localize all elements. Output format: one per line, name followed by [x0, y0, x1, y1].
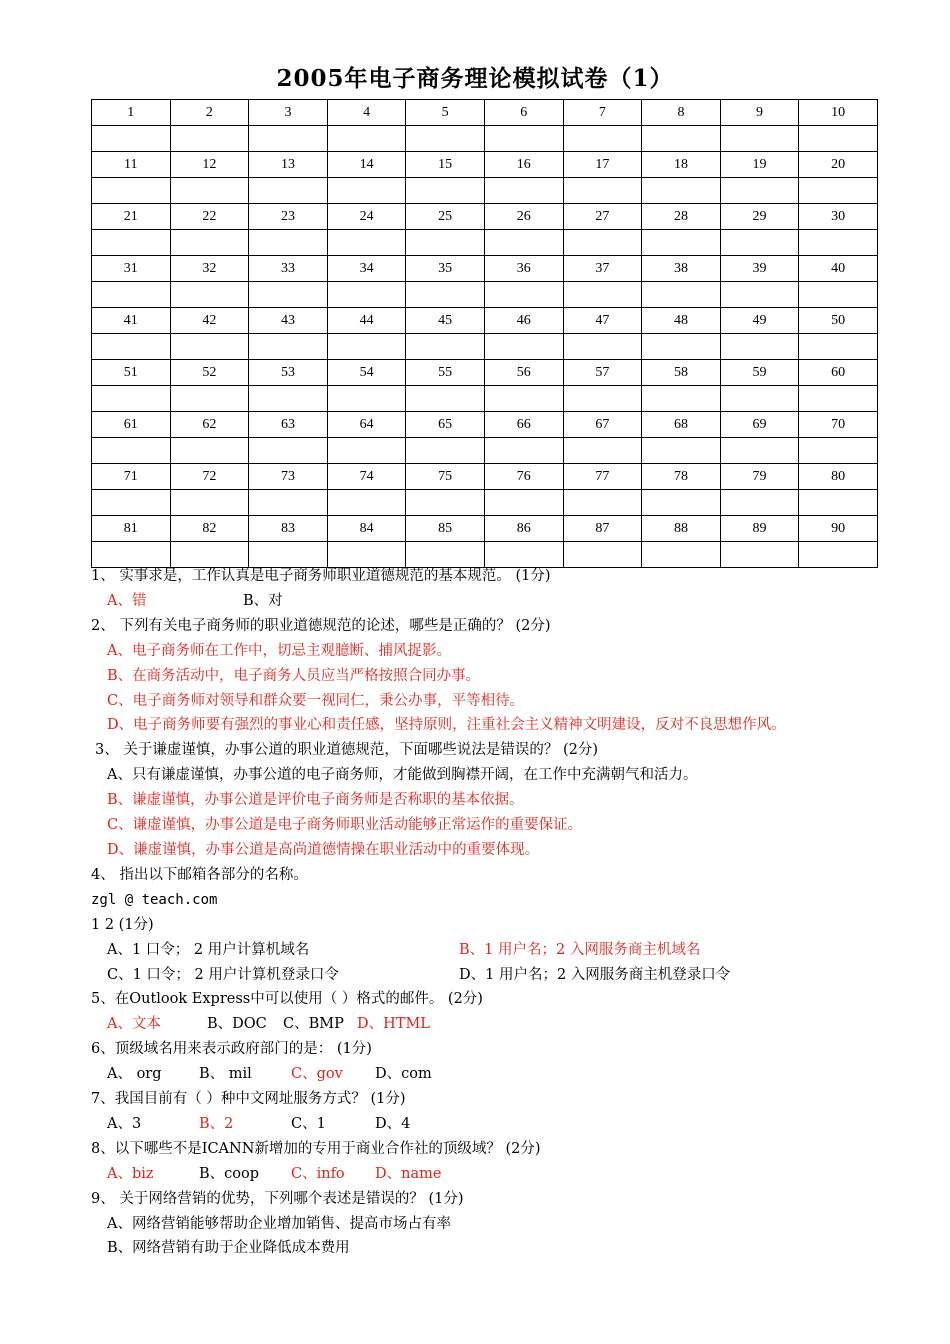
option-d[interactable]: D、谦虚谨慎，办事公道是高尚道德情操在职业活动中的重要体现。	[107, 841, 540, 858]
grid-number-row	[92, 100, 878, 126]
option-c[interactable]: C、电子商务师对领导和群众要一视同仁，秉公办事，平等相待。	[107, 692, 525, 709]
question-2: 2、 下列有关电子商务师的职业道德规范的论述，哪些是正确的？ (2分)	[91, 617, 551, 634]
option-b[interactable]: B、在商务活动中，电子商务人员应当严格按照合同办事。	[107, 667, 481, 684]
answer-cell[interactable]	[170, 178, 249, 204]
answer-cell[interactable]	[642, 490, 721, 516]
question-number-cell: 88	[642, 516, 721, 542]
question-number-cell: 60	[799, 360, 878, 386]
question-number-cell: 36	[484, 256, 563, 282]
answer-cell[interactable]	[563, 178, 642, 204]
question-1-options	[91, 589, 866, 614]
question-number-cell: 85	[406, 516, 485, 542]
answer-cell[interactable]	[92, 438, 171, 464]
grid-number-row	[92, 464, 878, 490]
question-number-cell: 10	[799, 100, 878, 126]
answer-cell[interactable]	[720, 178, 799, 204]
question-number-cell: 54	[327, 360, 406, 386]
question-4-options-row1	[91, 938, 866, 963]
answer-cell[interactable]	[720, 438, 799, 464]
option-d[interactable]: D、HTML	[357, 1016, 430, 1033]
answer-cell[interactable]	[720, 490, 799, 516]
answer-cell[interactable]	[642, 230, 721, 256]
answer-cell[interactable]	[249, 386, 328, 412]
answer-cell[interactable]	[249, 178, 328, 204]
answer-cell[interactable]	[327, 386, 406, 412]
question-number-cell: 53	[249, 360, 328, 386]
option-b[interactable]: B、 mil	[199, 1066, 252, 1083]
answer-cell[interactable]	[484, 178, 563, 204]
answer-cell[interactable]	[406, 230, 485, 256]
question-number-cell: 45	[406, 308, 485, 334]
question-number-cell: 44	[327, 308, 406, 334]
option-d[interactable]: D、name	[375, 1165, 442, 1182]
answer-cell[interactable]	[249, 334, 328, 360]
grid-answer-row	[92, 282, 878, 308]
answer-cell[interactable]	[720, 126, 799, 152]
question-number-cell: 63	[249, 412, 328, 438]
grid-answer-row	[92, 386, 878, 412]
question-number-cell: 29	[720, 204, 799, 230]
question-number-cell: 11	[92, 152, 171, 178]
question-number-cell: 5	[406, 100, 485, 126]
question-number-cell: 40	[799, 256, 878, 282]
question-number-cell: 78	[642, 464, 721, 490]
answer-cell[interactable]	[799, 438, 878, 464]
question-number-cell: 4	[327, 100, 406, 126]
answer-cell[interactable]	[406, 126, 485, 152]
question-number-cell: 66	[484, 412, 563, 438]
question-4-options-row2	[91, 963, 866, 988]
question-number-cell: 37	[563, 256, 642, 282]
answer-cell[interactable]	[327, 230, 406, 256]
option-d[interactable]: D、1 用户名；2 入网服务商主机登录口令	[459, 966, 731, 983]
option-c[interactable]: C、1 口令； 2 用户计算机登录口令	[107, 966, 339, 983]
question-number-cell: 22	[170, 204, 249, 230]
answer-cell[interactable]	[170, 490, 249, 516]
question-number-cell: 27	[563, 204, 642, 230]
answer-cell[interactable]	[484, 438, 563, 464]
question-number-cell: 64	[327, 412, 406, 438]
option-b[interactable]: B、1 用户名；2 入网服务商主机域名	[459, 941, 701, 958]
answer-cell[interactable]	[799, 178, 878, 204]
question-number-cell: 80	[799, 464, 878, 490]
question-number-cell: 56	[484, 360, 563, 386]
question-number-cell: 81	[92, 516, 171, 542]
question-number-cell: 28	[642, 204, 721, 230]
grid-number-row	[92, 204, 878, 230]
question-number-cell: 86	[484, 516, 563, 542]
question-number-cell: 55	[406, 360, 485, 386]
answer-cell[interactable]	[406, 282, 485, 308]
answer-cell[interactable]	[799, 230, 878, 256]
question-number-cell: 57	[563, 360, 642, 386]
question-7: 7、我国目前有（ ）种中文网址服务方式？ (1分)	[91, 1091, 406, 1108]
option-a[interactable]: A、文本	[107, 1016, 161, 1033]
answer-cell[interactable]	[799, 126, 878, 152]
question-number-cell: 18	[642, 152, 721, 178]
question-4: 4、 指出以下邮箱各部分的名称。	[91, 866, 308, 883]
option-d[interactable]: D、4	[375, 1115, 411, 1132]
answer-cell[interactable]	[170, 230, 249, 256]
question-number-cell: 14	[327, 152, 406, 178]
grid-number-row	[92, 360, 878, 386]
answer-cell[interactable]	[92, 334, 171, 360]
answer-cell[interactable]	[720, 386, 799, 412]
answer-cell[interactable]	[563, 230, 642, 256]
question-number-cell: 51	[92, 360, 171, 386]
question-number-cell: 43	[249, 308, 328, 334]
question-number-cell: 69	[720, 412, 799, 438]
answer-cell[interactable]	[327, 178, 406, 204]
question-number-cell: 21	[92, 204, 171, 230]
question-number-cell: 31	[92, 256, 171, 282]
answer-cell[interactable]	[720, 334, 799, 360]
question-number-cell: 1	[92, 100, 171, 126]
answer-cell[interactable]	[170, 438, 249, 464]
answer-cell[interactable]	[720, 282, 799, 308]
option-b[interactable]: B、谦虚谨慎，办事公道是评价电子商务师是否称职的基本依据。	[107, 792, 524, 809]
option-b[interactable]: B、DOC	[207, 1016, 267, 1033]
answer-cell[interactable]	[484, 386, 563, 412]
option-a[interactable]: A、错	[107, 592, 147, 609]
question-8: 8、以下哪些不是ICANN新增加的专用于商业合作社的顶级域？ (2分)	[91, 1140, 541, 1157]
question-number-cell: 33	[249, 256, 328, 282]
question-number-cell: 19	[720, 152, 799, 178]
question-number-cell: 2	[170, 100, 249, 126]
answer-cell[interactable]	[92, 126, 171, 152]
option-a[interactable]: A、biz	[107, 1165, 154, 1182]
answer-cell[interactable]	[484, 126, 563, 152]
question-number-cell: 73	[249, 464, 328, 490]
question-number-cell: 25	[406, 204, 485, 230]
answer-cell[interactable]	[563, 126, 642, 152]
question-number-cell: 24	[327, 204, 406, 230]
question-number-cell: 87	[563, 516, 642, 542]
answer-cell[interactable]	[249, 490, 328, 516]
question-number-cell: 15	[406, 152, 485, 178]
answer-cell[interactable]	[406, 386, 485, 412]
question-number-cell: 70	[799, 412, 878, 438]
grid-number-row	[92, 516, 878, 542]
question-number-cell: 47	[563, 308, 642, 334]
answer-cell[interactable]	[92, 230, 171, 256]
answer-cell[interactable]	[799, 490, 878, 516]
answer-cell[interactable]	[484, 230, 563, 256]
answer-cell[interactable]	[170, 334, 249, 360]
option-c[interactable]: C、info	[291, 1165, 345, 1182]
grid-answer-row	[92, 178, 878, 204]
question-number-cell: 61	[92, 412, 171, 438]
question-9: 9、 关于网络营销的优势，下列哪个表述是错误的？ (1分)	[91, 1190, 464, 1207]
question-number-cell: 48	[642, 308, 721, 334]
question-number-cell: 38	[642, 256, 721, 282]
option-d[interactable]: D、电子商务师要有强烈的事业心和责任感，坚持原则，注重社会主义精神文明建设，反对不良思想作风。	[107, 717, 786, 734]
question-number-cell: 16	[484, 152, 563, 178]
answer-cell[interactable]	[799, 282, 878, 308]
answer-cell[interactable]	[249, 282, 328, 308]
answer-cell[interactable]	[563, 438, 642, 464]
question-5: 5、在Outlook Express中可以使用（ ）格式的邮件。 (2分)	[91, 991, 483, 1008]
answer-cell[interactable]	[92, 386, 171, 412]
question-number-cell: 89	[720, 516, 799, 542]
option-b[interactable]: B、对	[243, 592, 283, 609]
answer-cell[interactable]	[642, 282, 721, 308]
option-a[interactable]: A、网络营销能够帮助企业增加销售、提高市场占有率	[107, 1215, 451, 1232]
option-c[interactable]: C、1	[291, 1115, 326, 1132]
question-number-cell: 8	[642, 100, 721, 126]
question-8-options	[91, 1162, 866, 1187]
grid-answer-row	[92, 126, 878, 152]
answer-cell[interactable]	[92, 178, 171, 204]
answer-grid	[91, 99, 878, 568]
answer-cell[interactable]	[563, 490, 642, 516]
question-number-cell: 62	[170, 412, 249, 438]
question-number-cell: 50	[799, 308, 878, 334]
answer-cell[interactable]	[249, 438, 328, 464]
answer-cell[interactable]	[327, 126, 406, 152]
grid-answer-row	[92, 490, 878, 516]
answer-cell[interactable]	[642, 334, 721, 360]
answer-cell[interactable]	[249, 230, 328, 256]
answer-cell[interactable]	[327, 282, 406, 308]
question-number-cell: 30	[799, 204, 878, 230]
question-number-cell: 68	[642, 412, 721, 438]
answer-cell[interactable]	[92, 490, 171, 516]
answer-cell[interactable]	[327, 334, 406, 360]
question-number-cell: 59	[720, 360, 799, 386]
answer-cell[interactable]	[406, 438, 485, 464]
question-number-cell: 3	[249, 100, 328, 126]
option-b[interactable]: B、coop	[199, 1165, 260, 1182]
question-number-cell: 84	[327, 516, 406, 542]
question-6: 6、顶级域名用来表示政府部门的是： (1分)	[91, 1041, 372, 1058]
question-number-cell: 76	[484, 464, 563, 490]
question-number-cell: 90	[799, 516, 878, 542]
question-number-cell: 26	[484, 204, 563, 230]
question-number-cell: 34	[327, 256, 406, 282]
option-a[interactable]: A、 org	[107, 1066, 162, 1083]
answer-cell[interactable]	[484, 282, 563, 308]
answer-cell[interactable]	[92, 282, 171, 308]
option-d[interactable]: D、com	[375, 1066, 432, 1083]
question-number-cell: 72	[170, 464, 249, 490]
answer-cell[interactable]	[642, 386, 721, 412]
option-a[interactable]: A、只有谦虚谨慎，办事公道的电子商务师，才能做到胸襟开阔，在工作中充满朝气和活力。	[107, 767, 698, 784]
answer-cell[interactable]	[799, 386, 878, 412]
question-number-cell: 52	[170, 360, 249, 386]
option-a[interactable]: A、3	[107, 1115, 142, 1132]
grid-number-row	[92, 256, 878, 282]
question-number-cell: 39	[720, 256, 799, 282]
question-number-cell: 17	[563, 152, 642, 178]
question-number-cell: 41	[92, 308, 171, 334]
question-number-cell: 71	[92, 464, 171, 490]
question-number-cell: 75	[406, 464, 485, 490]
answer-cell[interactable]	[249, 126, 328, 152]
answer-cell[interactable]	[170, 386, 249, 412]
question-number-cell: 77	[563, 464, 642, 490]
question-number-cell: 35	[406, 256, 485, 282]
option-c[interactable]: C、gov	[291, 1066, 343, 1083]
email-example: zgl @ teach.com	[91, 891, 218, 908]
question-4-marks: 1 2 (1分)	[91, 916, 154, 933]
answer-cell[interactable]	[406, 334, 485, 360]
answer-cell[interactable]	[799, 334, 878, 360]
question-number-cell: 65	[406, 412, 485, 438]
question-number-cell: 6	[484, 100, 563, 126]
question-number-cell: 42	[170, 308, 249, 334]
answer-cell[interactable]	[327, 490, 406, 516]
answer-cell[interactable]	[642, 126, 721, 152]
option-c[interactable]: C、BMP	[283, 1016, 344, 1033]
question-number-cell: 82	[170, 516, 249, 542]
option-b[interactable]: B、网络营销有助于企业降低成本费用	[107, 1240, 350, 1257]
question-5-options	[91, 1012, 866, 1037]
question-number-cell: 49	[720, 308, 799, 334]
grid-answer-row	[92, 438, 878, 464]
grid-number-row	[92, 412, 878, 438]
grid-number-row	[92, 152, 878, 178]
question-number-cell: 23	[249, 204, 328, 230]
question-number-cell: 58	[642, 360, 721, 386]
answer-cell[interactable]	[484, 334, 563, 360]
answer-cell[interactable]	[563, 386, 642, 412]
answer-cell[interactable]	[642, 178, 721, 204]
question-7-options	[91, 1112, 866, 1137]
question-number-cell: 67	[563, 412, 642, 438]
option-a[interactable]: A、1 口令； 2 用户计算机域名	[107, 941, 310, 958]
question-number-cell: 20	[799, 152, 878, 178]
question-number-cell: 83	[249, 516, 328, 542]
questions	[91, 564, 866, 1261]
question-number-cell: 79	[720, 464, 799, 490]
answer-cell[interactable]	[327, 438, 406, 464]
answer-cell[interactable]	[484, 490, 563, 516]
answer-cell[interactable]	[406, 178, 485, 204]
option-b[interactable]: B、2	[199, 1115, 234, 1132]
question-number-cell: 74	[327, 464, 406, 490]
answer-cell[interactable]	[170, 282, 249, 308]
answer-cell[interactable]	[642, 438, 721, 464]
grid-answer-row	[92, 334, 878, 360]
option-c[interactable]: C、谦虚谨慎，办事公道是电子商务师职业活动能够正常运作的重要保证。	[107, 817, 583, 834]
grid-answer-row	[92, 230, 878, 256]
grid-number-row	[92, 308, 878, 334]
question-number-cell: 32	[170, 256, 249, 282]
question-6-options	[91, 1062, 866, 1087]
question-number-cell: 7	[563, 100, 642, 126]
question-number-cell: 46	[484, 308, 563, 334]
question-number-cell: 13	[249, 152, 328, 178]
page-title: 2005年电子商务理论模拟试卷（1）	[276, 65, 674, 92]
question-number-cell: 12	[170, 152, 249, 178]
answer-cell[interactable]	[170, 126, 249, 152]
answer-cell[interactable]	[563, 282, 642, 308]
question-number-cell: 9	[720, 100, 799, 126]
answer-cell[interactable]	[720, 230, 799, 256]
question-3: 3、 关于谦虚谨慎，办事公道的职业道德规范，下面哪些说法是错误的？ (2分)	[95, 742, 598, 759]
answer-cell[interactable]	[406, 490, 485, 516]
answer-cell[interactable]	[563, 334, 642, 360]
question-1: 1、 实事求是，工作认真是电子商务师职业道德规范的基本规范。 (1分)	[91, 568, 551, 584]
option-a[interactable]: A、电子商务师在工作中，切忌主观臆断、捕风捉影。	[107, 642, 451, 659]
